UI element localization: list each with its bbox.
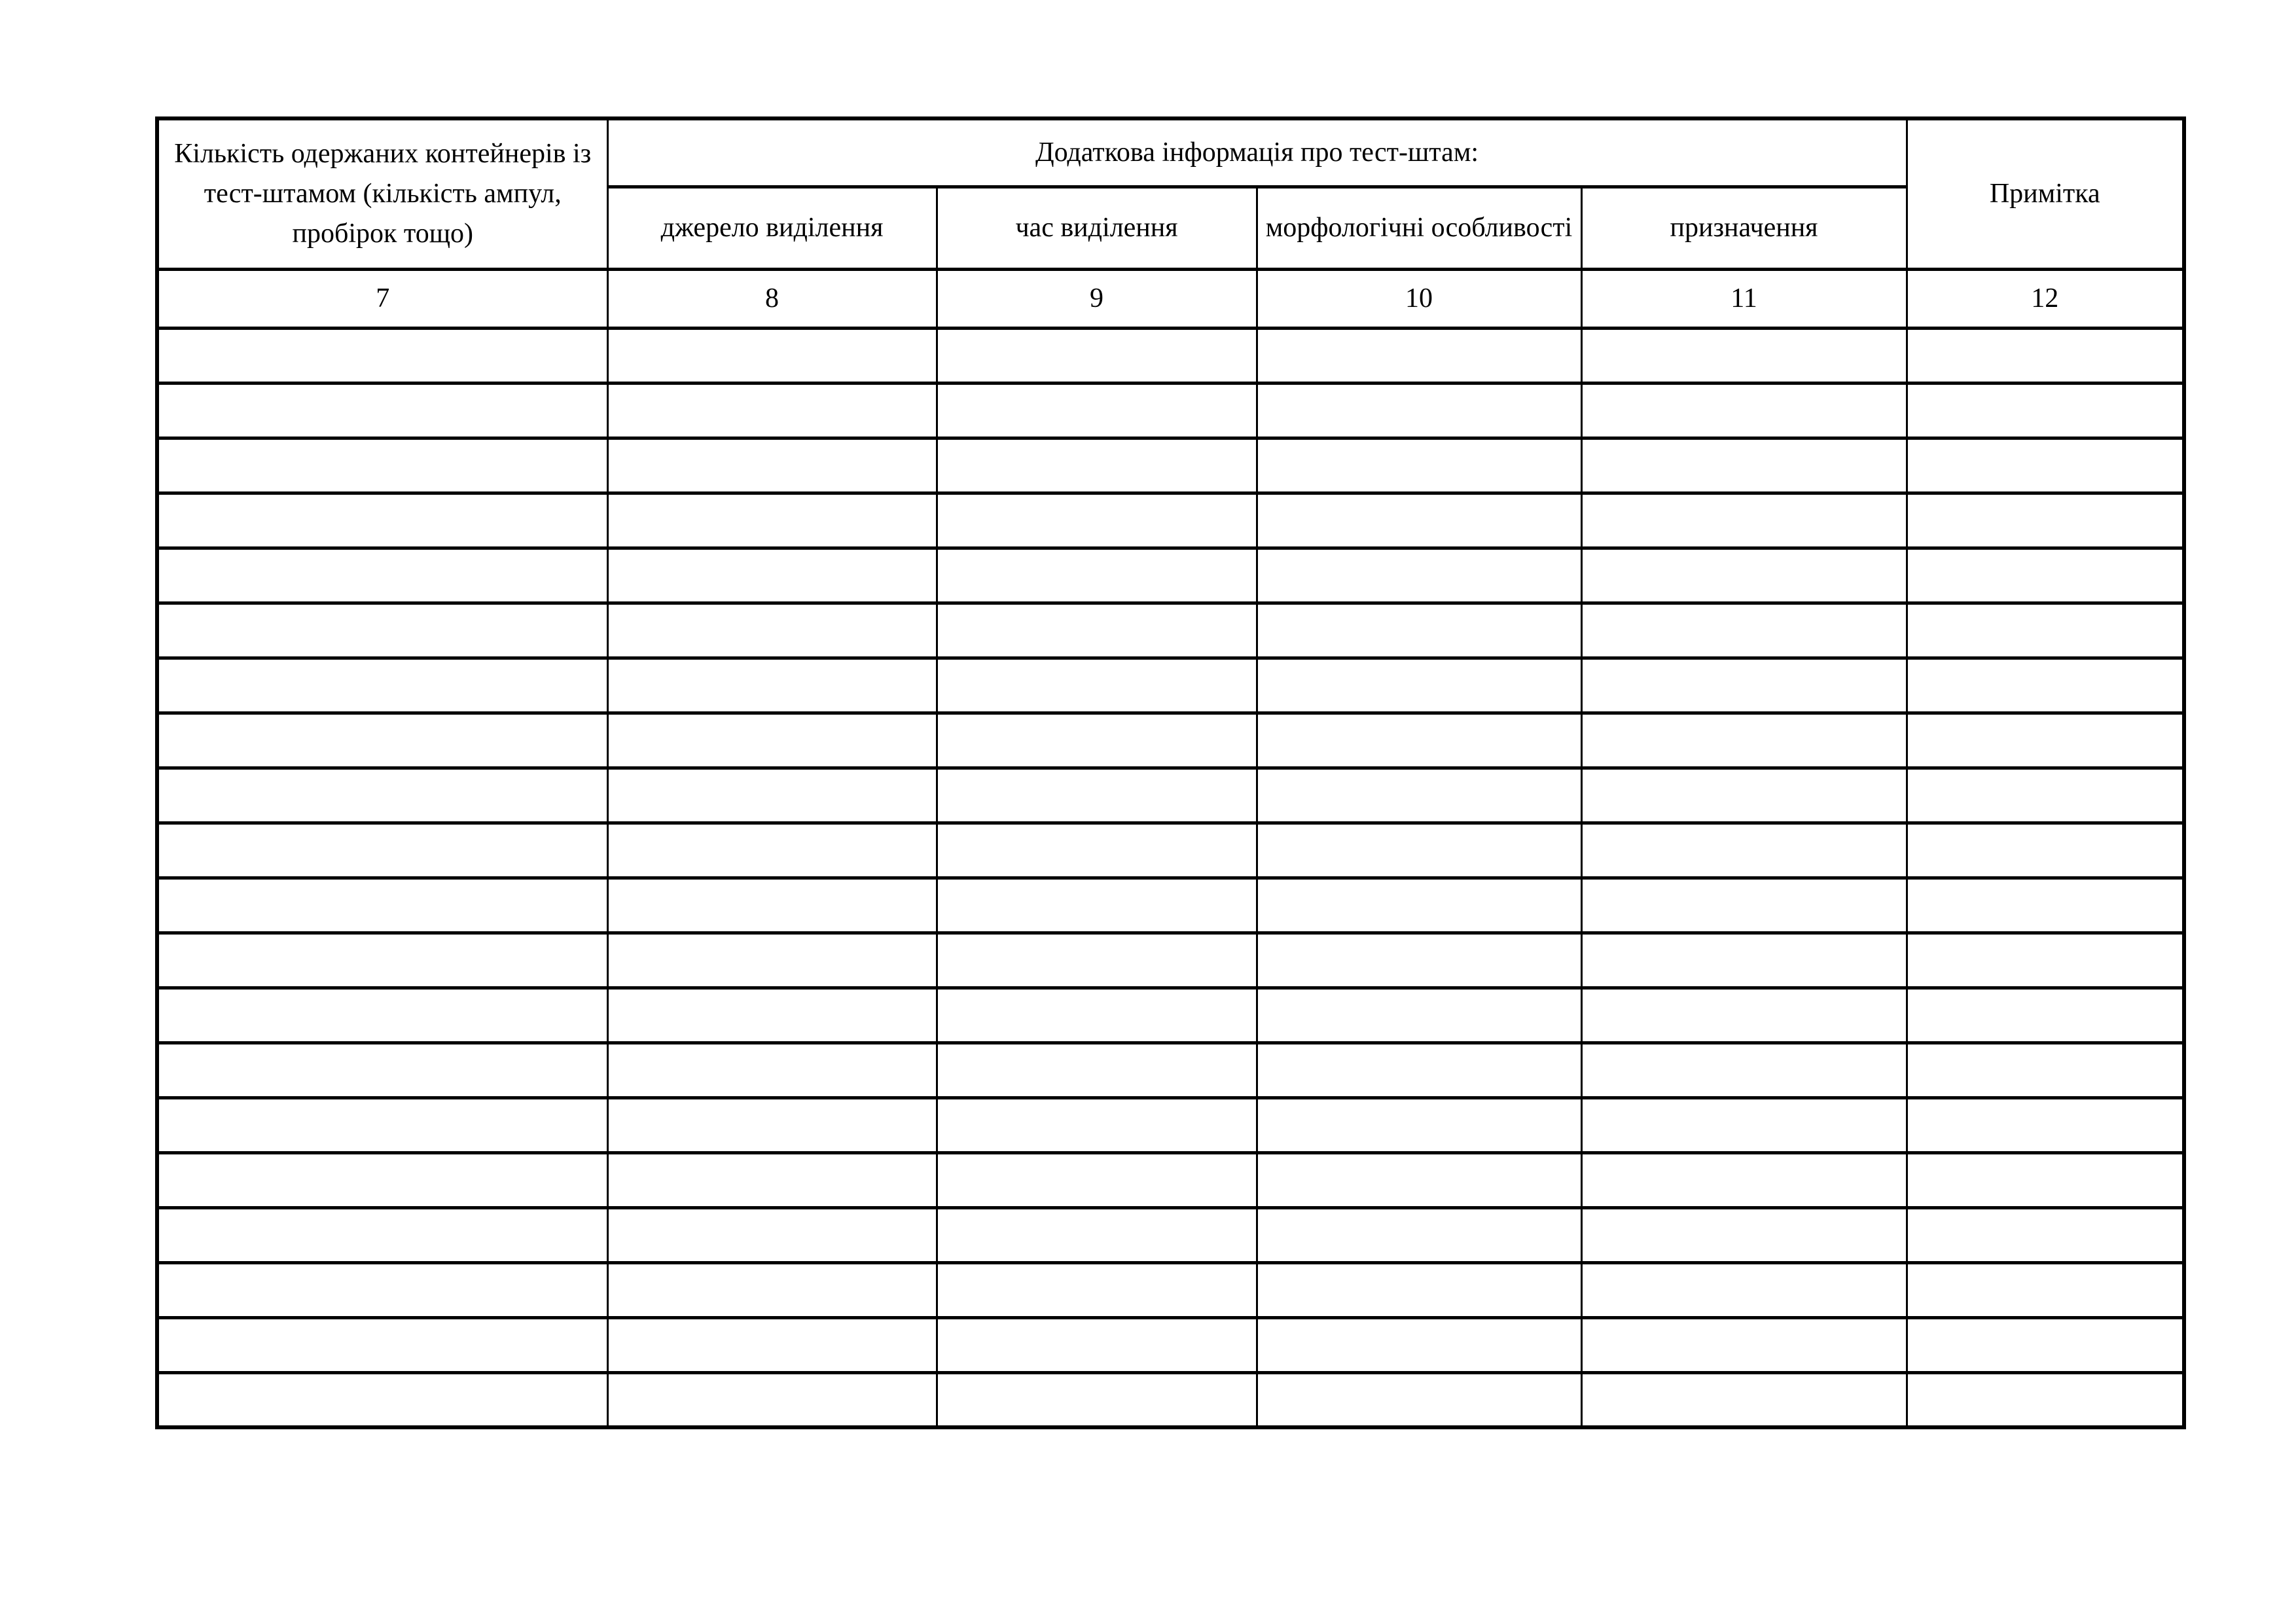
empty-form-cell xyxy=(1581,603,1907,658)
column-number-cell: 9 xyxy=(937,269,1257,328)
empty-form-cell xyxy=(157,1207,607,1262)
empty-form-cell xyxy=(607,988,937,1043)
empty-form-cell xyxy=(607,1152,937,1207)
empty-form-cell xyxy=(607,1207,937,1262)
header-row-top xyxy=(157,118,2184,187)
empty-form-cell xyxy=(937,438,1257,493)
empty-form-cell xyxy=(1907,768,2184,823)
empty-form-row xyxy=(157,1262,2184,1317)
empty-form-cell xyxy=(1907,548,2184,603)
column-number-cell: 7 xyxy=(157,269,607,328)
empty-form-cell xyxy=(1581,933,1907,988)
empty-form-cell xyxy=(1581,1207,1907,1262)
empty-form-cell xyxy=(937,1262,1257,1317)
column-number-row xyxy=(157,269,2184,328)
empty-form-cell xyxy=(1257,1372,1581,1427)
empty-form-cell xyxy=(1581,768,1907,823)
empty-form-cell xyxy=(1581,1043,1907,1097)
empty-form-cell xyxy=(937,328,1257,383)
empty-form-cell xyxy=(1581,383,1907,438)
empty-form-cell xyxy=(937,988,1257,1043)
empty-form-cell xyxy=(607,768,937,823)
empty-form-cell xyxy=(607,1372,937,1427)
empty-form-cell xyxy=(607,383,937,438)
empty-form-cell xyxy=(607,548,937,603)
empty-form-cell xyxy=(1581,1317,1907,1372)
empty-form-row xyxy=(157,1097,2184,1152)
empty-form-cell xyxy=(1907,438,2184,493)
empty-form-cell xyxy=(157,1317,607,1372)
empty-form-cell xyxy=(1581,438,1907,493)
header-purpose: призначення xyxy=(1581,187,1907,269)
empty-form-cell xyxy=(937,548,1257,603)
empty-form-cell xyxy=(937,1207,1257,1262)
empty-form-cell xyxy=(1257,383,1581,438)
empty-form-cell xyxy=(607,603,937,658)
empty-form-cell xyxy=(607,1097,937,1152)
header-additional-info-group: Додаткова інформація про тест-штам: xyxy=(607,118,1907,187)
empty-form-cell xyxy=(937,878,1257,933)
column-number-cell: 10 xyxy=(1257,269,1581,328)
empty-form-cell xyxy=(1907,933,2184,988)
empty-form-cell xyxy=(1257,603,1581,658)
empty-form-cell xyxy=(1581,548,1907,603)
empty-form-cell xyxy=(1581,823,1907,878)
empty-form-row xyxy=(157,768,2184,823)
header-time-of-isolation: час виділення xyxy=(937,187,1257,269)
form-table-body xyxy=(157,328,2184,1427)
empty-form-cell xyxy=(1257,713,1581,768)
empty-form-cell xyxy=(1257,1043,1581,1097)
empty-form-cell xyxy=(937,768,1257,823)
empty-form-cell xyxy=(1257,438,1581,493)
empty-form-row xyxy=(157,713,2184,768)
empty-form-cell xyxy=(157,713,607,768)
header-containers-received: Кількість одержаних контейнерів із тест-штамом (кількість ампул, пробірок тощо) xyxy=(157,118,607,269)
empty-form-cell xyxy=(157,823,607,878)
empty-form-cell xyxy=(1257,493,1581,548)
header-morphological-features: морфологічні особливості xyxy=(1257,187,1581,269)
empty-form-cell xyxy=(157,658,607,713)
column-number-cell: 8 xyxy=(607,269,937,328)
empty-form-cell xyxy=(1581,1372,1907,1427)
empty-form-cell xyxy=(157,1152,607,1207)
empty-form-cell xyxy=(1907,988,2184,1043)
empty-form-cell xyxy=(1907,658,2184,713)
empty-form-cell xyxy=(1581,1097,1907,1152)
empty-form-row xyxy=(157,438,2184,493)
empty-form-cell xyxy=(1907,328,2184,383)
empty-form-cell xyxy=(937,1043,1257,1097)
empty-form-cell xyxy=(1907,1207,2184,1262)
empty-form-cell xyxy=(1257,878,1581,933)
empty-form-cell xyxy=(937,1097,1257,1152)
empty-form-cell xyxy=(157,1097,607,1152)
empty-form-cell xyxy=(937,603,1257,658)
empty-form-cell xyxy=(1257,1317,1581,1372)
empty-form-cell xyxy=(607,933,937,988)
empty-form-cell xyxy=(607,328,937,383)
empty-form-cell xyxy=(607,658,937,713)
header-note: Примітка xyxy=(1907,118,2184,269)
empty-form-cell xyxy=(1257,1262,1581,1317)
empty-form-cell xyxy=(937,493,1257,548)
empty-form-cell xyxy=(157,438,607,493)
empty-form-cell xyxy=(937,1372,1257,1427)
empty-form-row xyxy=(157,658,2184,713)
empty-form-cell xyxy=(1907,383,2184,438)
empty-form-row xyxy=(157,383,2184,438)
empty-form-cell xyxy=(157,1043,607,1097)
empty-form-cell xyxy=(1907,493,2184,548)
empty-form-row xyxy=(157,933,2184,988)
empty-form-cell xyxy=(1907,823,2184,878)
empty-form-cell xyxy=(1907,1262,2184,1317)
empty-form-cell xyxy=(157,1262,607,1317)
header-source-of-isolation: джерело виділення xyxy=(607,187,937,269)
empty-form-cell xyxy=(937,823,1257,878)
empty-form-cell xyxy=(157,603,607,658)
empty-form-cell xyxy=(157,878,607,933)
empty-form-row xyxy=(157,1207,2184,1262)
empty-form-cell xyxy=(157,383,607,438)
empty-form-cell xyxy=(937,383,1257,438)
empty-form-cell xyxy=(607,438,937,493)
empty-form-cell xyxy=(1257,1097,1581,1152)
empty-form-cell xyxy=(157,768,607,823)
empty-form-cell xyxy=(157,548,607,603)
empty-form-cell xyxy=(157,933,607,988)
empty-form-cell xyxy=(1907,878,2184,933)
form-table-header xyxy=(157,118,2184,328)
empty-form-cell xyxy=(1907,1317,2184,1372)
empty-form-cell xyxy=(1257,658,1581,713)
empty-form-cell xyxy=(1907,1097,2184,1152)
empty-form-row xyxy=(157,988,2184,1043)
empty-form-cell xyxy=(157,988,607,1043)
empty-form-cell xyxy=(607,1317,937,1372)
empty-form-cell xyxy=(607,713,937,768)
empty-form-row xyxy=(157,1317,2184,1372)
empty-form-cell xyxy=(937,1317,1257,1372)
empty-form-cell xyxy=(607,1262,937,1317)
empty-form-cell xyxy=(607,878,937,933)
empty-form-cell xyxy=(157,1372,607,1427)
empty-form-cell xyxy=(1907,603,2184,658)
empty-form-row xyxy=(157,1372,2184,1427)
empty-form-cell xyxy=(1257,1207,1581,1262)
empty-form-cell xyxy=(1907,1152,2184,1207)
empty-form-cell xyxy=(1581,328,1907,383)
empty-form-cell xyxy=(157,493,607,548)
column-number-cell: 12 xyxy=(1907,269,2184,328)
empty-form-cell xyxy=(1581,493,1907,548)
empty-form-cell xyxy=(1581,658,1907,713)
column-number-cell: 11 xyxy=(1581,269,1907,328)
empty-form-cell xyxy=(1257,768,1581,823)
empty-form-cell xyxy=(607,493,937,548)
empty-form-row xyxy=(157,328,2184,383)
empty-form-cell xyxy=(1581,1262,1907,1317)
empty-form-cell xyxy=(1257,1152,1581,1207)
empty-form-cell xyxy=(1907,1372,2184,1427)
empty-form-cell xyxy=(1581,988,1907,1043)
empty-form-row xyxy=(157,823,2184,878)
empty-form-cell xyxy=(1257,933,1581,988)
empty-form-row xyxy=(157,878,2184,933)
empty-form-row xyxy=(157,548,2184,603)
empty-form-cell xyxy=(1907,1043,2184,1097)
empty-form-cell xyxy=(607,823,937,878)
empty-form-cell xyxy=(607,1043,937,1097)
empty-form-cell xyxy=(1581,1152,1907,1207)
empty-form-cell xyxy=(1257,328,1581,383)
empty-form-cell xyxy=(1907,713,2184,768)
empty-form-row xyxy=(157,493,2184,548)
empty-form-cell xyxy=(1257,548,1581,603)
empty-form-cell xyxy=(1257,988,1581,1043)
empty-form-cell xyxy=(937,658,1257,713)
empty-form-cell xyxy=(937,713,1257,768)
empty-form-cell xyxy=(1581,878,1907,933)
empty-form-cell xyxy=(937,933,1257,988)
empty-form-cell xyxy=(1581,713,1907,768)
empty-form-cell xyxy=(157,328,607,383)
empty-form-row xyxy=(157,1043,2184,1097)
test-strain-register-table xyxy=(155,116,2186,1429)
empty-form-cell xyxy=(937,1152,1257,1207)
empty-form-cell xyxy=(1257,823,1581,878)
empty-form-row xyxy=(157,603,2184,658)
empty-form-row xyxy=(157,1152,2184,1207)
